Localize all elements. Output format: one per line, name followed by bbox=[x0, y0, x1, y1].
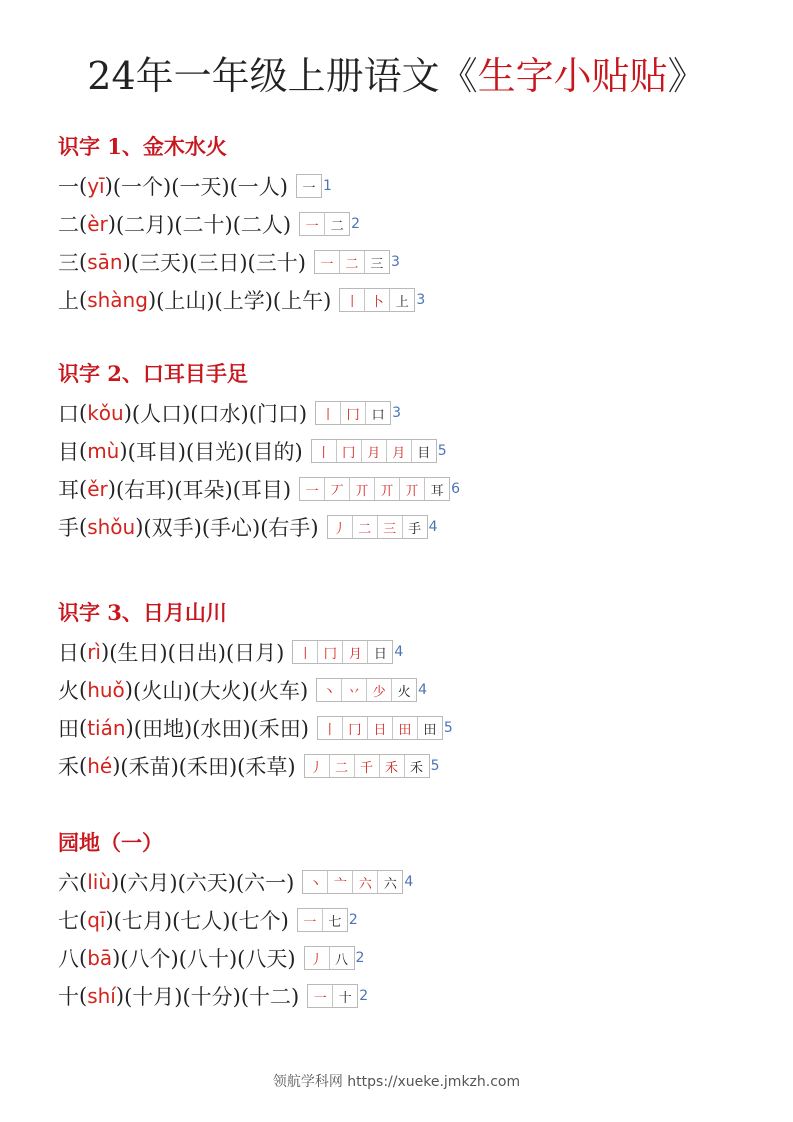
word: (七月) bbox=[113, 909, 173, 933]
stroke-step: 丷 bbox=[347, 684, 361, 700]
stroke-box bbox=[315, 251, 340, 273]
pinyin: mù bbox=[87, 439, 120, 463]
stroke-step: 十 bbox=[338, 990, 352, 1006]
stroke-box bbox=[365, 289, 390, 311]
paren: ) bbox=[123, 401, 132, 425]
paren: ( bbox=[79, 212, 88, 236]
paren: ) bbox=[124, 678, 133, 702]
stroke-step: 卜 bbox=[370, 294, 384, 310]
stroke-box bbox=[323, 909, 347, 931]
character: 口 bbox=[58, 402, 79, 426]
stroke-order-boxes bbox=[339, 288, 415, 312]
stroke-order-boxes bbox=[299, 477, 450, 501]
stroke-order-boxes bbox=[297, 908, 348, 932]
stroke-step: 一 bbox=[302, 180, 316, 196]
paren: ( bbox=[79, 174, 88, 198]
word: (手心) bbox=[201, 516, 261, 540]
word: (禾苗) bbox=[120, 755, 179, 779]
stroke-box bbox=[308, 985, 333, 1007]
page-title bbox=[0, 52, 793, 100]
character: 三 bbox=[58, 251, 79, 275]
paren: ) bbox=[115, 984, 125, 1008]
stroke-box bbox=[333, 985, 357, 1007]
word: (火车) bbox=[249, 679, 309, 703]
character-row bbox=[58, 977, 758, 1015]
character: 上 bbox=[58, 289, 79, 313]
stroke-step: 冂 bbox=[323, 646, 337, 662]
word: (目光) bbox=[185, 440, 245, 464]
title-prefix: 24年一年级上册语文《 bbox=[87, 54, 478, 98]
stroke-count: 1 bbox=[322, 178, 332, 194]
word: (二人) bbox=[232, 213, 292, 237]
paren: ) bbox=[135, 515, 144, 539]
pinyin: huǒ bbox=[87, 678, 125, 702]
character-row bbox=[58, 205, 758, 243]
stroke-step: 目 bbox=[417, 445, 431, 461]
stroke-box bbox=[340, 289, 365, 311]
stroke-box bbox=[341, 402, 366, 424]
stroke-step: 亠 bbox=[333, 876, 347, 892]
paren: ( bbox=[79, 477, 88, 501]
stroke-count: 4 bbox=[404, 874, 414, 890]
paren: ) bbox=[147, 288, 157, 312]
paren: ( bbox=[79, 250, 88, 274]
stroke-count: 5 bbox=[430, 758, 440, 774]
word: (水田) bbox=[192, 717, 251, 741]
stroke-box bbox=[325, 213, 349, 235]
stroke-box bbox=[368, 641, 392, 663]
stroke-order-boxes bbox=[311, 439, 437, 463]
stroke-step: 一 bbox=[305, 483, 319, 499]
stroke-box bbox=[330, 755, 355, 777]
stroke-box bbox=[303, 871, 328, 893]
word: (耳目) bbox=[127, 440, 186, 464]
stroke-box bbox=[366, 402, 390, 424]
word: (六天) bbox=[177, 871, 236, 895]
stroke-step: 耳 bbox=[430, 483, 444, 499]
stroke-step: 一 bbox=[303, 914, 317, 930]
paren: ( bbox=[79, 439, 88, 463]
paren: ( bbox=[79, 716, 88, 740]
stroke-box bbox=[316, 402, 341, 424]
paren: ) bbox=[107, 212, 116, 236]
stroke-step: 丿 bbox=[333, 521, 347, 537]
pinyin: qī bbox=[87, 908, 106, 932]
stroke-step: 一 bbox=[320, 256, 334, 272]
character: 十 bbox=[58, 985, 79, 1009]
stroke-count: 4 bbox=[428, 519, 438, 535]
paren: ( bbox=[79, 515, 88, 539]
stroke-step: 火 bbox=[397, 684, 411, 700]
stroke-box bbox=[387, 440, 412, 462]
character-row bbox=[58, 709, 758, 747]
word: (一天) bbox=[171, 175, 230, 199]
stroke-step: 田 bbox=[423, 722, 437, 738]
character-row bbox=[58, 747, 758, 785]
stroke-step: 八 bbox=[335, 952, 349, 968]
stroke-box bbox=[405, 755, 429, 777]
stroke-step: 二 bbox=[358, 521, 372, 537]
word: (上学) bbox=[214, 289, 273, 313]
word: (大火) bbox=[191, 679, 250, 703]
stroke-step: 丿 bbox=[310, 760, 324, 776]
stroke-box bbox=[343, 641, 368, 663]
word: (门口) bbox=[248, 402, 308, 426]
stroke-box bbox=[392, 679, 416, 701]
stroke-order-boxes bbox=[317, 716, 443, 740]
pinyin: sān bbox=[87, 250, 123, 274]
stroke-step: 丨 bbox=[345, 294, 359, 310]
pinyin: tián bbox=[87, 716, 126, 740]
stroke-box bbox=[293, 641, 318, 663]
stroke-step: 口 bbox=[371, 407, 385, 423]
word: (十分) bbox=[182, 985, 241, 1009]
stroke-step: 千 bbox=[360, 760, 374, 776]
stroke-order-boxes bbox=[307, 984, 358, 1008]
section bbox=[58, 360, 758, 546]
stroke-count: 3 bbox=[390, 254, 400, 270]
stroke-step: 三 bbox=[370, 256, 384, 272]
stroke-box bbox=[318, 717, 343, 739]
stroke-box bbox=[365, 251, 389, 273]
stroke-count: 2 bbox=[359, 988, 369, 1004]
pinyin: èr bbox=[87, 212, 108, 236]
stroke-box bbox=[343, 717, 368, 739]
character-row bbox=[58, 281, 758, 319]
stroke-step: 丆 bbox=[330, 483, 344, 499]
footer-source: 领航学科网 https://xueke.jmkzh.com bbox=[272, 1074, 521, 1090]
stroke-box bbox=[330, 947, 354, 969]
stroke-step: 月 bbox=[348, 646, 362, 662]
character-row bbox=[58, 243, 758, 281]
character: 一 bbox=[58, 175, 79, 199]
pinyin: shǒu bbox=[87, 515, 136, 539]
stroke-step: 冂 bbox=[348, 722, 362, 738]
pinyin: bā bbox=[87, 946, 113, 970]
stroke-box bbox=[403, 516, 427, 538]
word: (二十) bbox=[174, 213, 233, 237]
stroke-count: 2 bbox=[355, 950, 365, 966]
word: (三十) bbox=[247, 251, 306, 275]
stroke-box bbox=[425, 478, 449, 500]
paren: ( bbox=[79, 288, 88, 312]
character-row bbox=[58, 508, 758, 546]
stroke-step: 少 bbox=[372, 684, 386, 700]
stroke-box bbox=[328, 516, 353, 538]
section bbox=[58, 599, 758, 785]
title-suffix: 》 bbox=[667, 54, 706, 98]
stroke-step: 六 bbox=[358, 876, 372, 892]
paren: ( bbox=[79, 870, 88, 894]
character: 七 bbox=[58, 909, 79, 933]
character-row bbox=[58, 901, 758, 939]
pinyin: ěr bbox=[87, 477, 108, 501]
word: (日月) bbox=[225, 641, 285, 665]
stroke-step: 丌 bbox=[405, 483, 419, 499]
word: (一人) bbox=[229, 175, 288, 199]
stroke-count: 3 bbox=[392, 405, 401, 421]
word: (二月) bbox=[115, 213, 175, 237]
stroke-box bbox=[317, 679, 342, 701]
stroke-step: 丿 bbox=[310, 952, 324, 968]
stroke-step: 丌 bbox=[355, 483, 369, 499]
word: (十二) bbox=[240, 985, 300, 1009]
word: (三天) bbox=[130, 251, 190, 275]
stroke-step: 田 bbox=[398, 722, 412, 738]
title-highlight: 生字小贴贴 bbox=[477, 54, 668, 98]
stroke-box bbox=[305, 755, 330, 777]
stroke-step: 丨 bbox=[321, 407, 335, 423]
word: (日出) bbox=[167, 641, 226, 665]
stroke-box bbox=[297, 175, 321, 197]
stroke-box bbox=[378, 871, 402, 893]
pinyin: liù bbox=[87, 870, 111, 894]
stroke-box bbox=[355, 755, 380, 777]
pinyin: kǒu bbox=[87, 401, 124, 425]
stroke-count: 2 bbox=[351, 216, 361, 232]
stroke-order-boxes bbox=[304, 946, 355, 970]
word: (右耳) bbox=[115, 478, 175, 502]
stroke-box bbox=[353, 516, 378, 538]
character: 火 bbox=[58, 679, 79, 703]
word: (禾草) bbox=[237, 755, 296, 779]
character-row bbox=[58, 394, 758, 432]
paren: ( bbox=[79, 678, 88, 702]
stroke-count: 3 bbox=[416, 292, 426, 308]
stroke-count: 4 bbox=[418, 682, 428, 698]
stroke-step: 丌 bbox=[380, 483, 394, 499]
paren: ) bbox=[104, 174, 113, 198]
character: 二 bbox=[58, 213, 79, 237]
word: (十月) bbox=[124, 985, 183, 1009]
word: (七个) bbox=[230, 909, 289, 933]
paren: ( bbox=[79, 908, 88, 932]
character-row bbox=[58, 633, 758, 671]
stroke-box bbox=[367, 679, 392, 701]
stroke-order-boxes bbox=[314, 250, 390, 274]
stroke-box bbox=[390, 289, 414, 311]
stroke-step: 丨 bbox=[323, 722, 337, 738]
stroke-order-boxes bbox=[316, 678, 417, 702]
stroke-order-boxes bbox=[304, 754, 430, 778]
stroke-step: 禾 bbox=[385, 760, 399, 776]
character: 目 bbox=[58, 440, 79, 464]
character-row bbox=[58, 671, 758, 709]
stroke-step: 冂 bbox=[346, 407, 360, 423]
word: (口水) bbox=[190, 402, 249, 426]
word: (八天) bbox=[237, 947, 296, 971]
stroke-box bbox=[380, 755, 405, 777]
stroke-order-boxes bbox=[292, 640, 393, 664]
stroke-step: 二 bbox=[335, 760, 349, 776]
character-row bbox=[58, 470, 758, 508]
pinyin: yī bbox=[87, 174, 105, 198]
section-heading: 园地（一） bbox=[58, 830, 163, 855]
stroke-box bbox=[375, 478, 400, 500]
character: 六 bbox=[58, 871, 79, 895]
stroke-step: 七 bbox=[328, 914, 342, 930]
paren: ) bbox=[107, 477, 116, 501]
paren: ) bbox=[112, 946, 121, 970]
section-heading: 识字 2、口耳目手足 bbox=[58, 361, 248, 386]
paren: ) bbox=[111, 870, 120, 894]
stroke-box bbox=[412, 440, 436, 462]
stroke-count: 4 bbox=[394, 644, 404, 660]
word: (六月) bbox=[119, 871, 178, 895]
section bbox=[58, 829, 758, 1015]
pinyin: shàng bbox=[87, 288, 148, 312]
stroke-order-boxes bbox=[302, 870, 403, 894]
word: (六一) bbox=[235, 871, 295, 895]
pinyin: hé bbox=[87, 754, 113, 778]
stroke-step: 一 bbox=[313, 990, 327, 1006]
paren: ( bbox=[79, 946, 88, 970]
word: (上午) bbox=[272, 289, 332, 313]
word: (禾田) bbox=[250, 717, 309, 741]
character: 八 bbox=[58, 947, 79, 971]
stroke-box bbox=[340, 251, 365, 273]
stroke-count: 5 bbox=[443, 720, 453, 736]
stroke-step: 丨 bbox=[298, 646, 312, 662]
character-row bbox=[58, 167, 758, 205]
paren: ( bbox=[79, 984, 88, 1008]
word: (人口) bbox=[131, 402, 191, 426]
stroke-box bbox=[418, 717, 442, 739]
stroke-step: 三 bbox=[383, 521, 397, 537]
stroke-step: 一 bbox=[305, 218, 319, 234]
word: (一个) bbox=[112, 175, 172, 199]
stroke-box bbox=[353, 871, 378, 893]
stroke-box bbox=[337, 440, 362, 462]
paren: ) bbox=[125, 716, 134, 740]
character: 手 bbox=[58, 516, 79, 540]
stroke-count: 5 bbox=[437, 443, 447, 459]
stroke-step: 六 bbox=[383, 876, 397, 892]
stroke-box bbox=[362, 440, 387, 462]
word: (七人) bbox=[172, 909, 231, 933]
paren: ( bbox=[79, 401, 88, 425]
section bbox=[58, 133, 758, 319]
stroke-box bbox=[378, 516, 403, 538]
word: (右手) bbox=[260, 516, 319, 540]
stroke-box bbox=[328, 871, 353, 893]
character: 日 bbox=[58, 641, 79, 665]
paren: ) bbox=[105, 908, 114, 932]
stroke-order-boxes bbox=[315, 401, 391, 425]
stroke-box bbox=[368, 717, 393, 739]
stroke-box bbox=[298, 909, 323, 931]
stroke-step: 丶 bbox=[308, 876, 322, 892]
word: (三日) bbox=[189, 251, 248, 275]
stroke-step: 上 bbox=[395, 294, 409, 310]
word: (禾田) bbox=[178, 755, 238, 779]
stroke-order-boxes bbox=[327, 515, 428, 539]
word: (火山) bbox=[133, 679, 192, 703]
word: (八个) bbox=[120, 947, 179, 971]
stroke-step: 二 bbox=[330, 218, 344, 234]
stroke-step: 手 bbox=[408, 521, 422, 537]
paren: ( bbox=[79, 640, 88, 664]
stroke-order-boxes bbox=[296, 174, 322, 198]
stroke-order-boxes bbox=[299, 212, 350, 236]
stroke-step: 月 bbox=[367, 445, 381, 461]
stroke-step: 二 bbox=[345, 256, 359, 272]
section-heading: 识字 1、金木水火 bbox=[58, 134, 227, 159]
word: (田地) bbox=[133, 717, 193, 741]
section-heading: 识字 3、日月山川 bbox=[58, 600, 227, 625]
stroke-count: 2 bbox=[348, 912, 358, 928]
paren: ) bbox=[122, 250, 131, 274]
stroke-box bbox=[350, 478, 375, 500]
stroke-step: 日 bbox=[373, 722, 387, 738]
stroke-step: 禾 bbox=[410, 760, 424, 776]
stroke-box bbox=[393, 717, 418, 739]
paren: ) bbox=[112, 754, 121, 778]
stroke-box bbox=[300, 213, 325, 235]
stroke-step: 丨 bbox=[317, 445, 331, 461]
stroke-step: 月 bbox=[392, 445, 406, 461]
stroke-step: 冂 bbox=[342, 445, 356, 461]
pinyin: rì bbox=[87, 640, 101, 664]
paren: ) bbox=[100, 640, 110, 664]
stroke-box bbox=[400, 478, 425, 500]
character-row bbox=[58, 863, 758, 901]
word: (目的) bbox=[244, 440, 303, 464]
stroke-step: 丶 bbox=[322, 684, 336, 700]
character: 田 bbox=[58, 717, 79, 741]
word: (耳目) bbox=[232, 478, 292, 502]
paren: ( bbox=[79, 754, 88, 778]
stroke-box bbox=[318, 641, 343, 663]
stroke-count: 6 bbox=[451, 481, 461, 497]
character-row bbox=[58, 432, 758, 470]
word: (双手) bbox=[143, 516, 202, 540]
stroke-box bbox=[325, 478, 350, 500]
word: (八十) bbox=[178, 947, 238, 971]
stroke-step: 日 bbox=[373, 646, 387, 662]
pinyin: shí bbox=[87, 984, 116, 1008]
stroke-box bbox=[305, 947, 330, 969]
paren: ) bbox=[119, 439, 128, 463]
character: 禾 bbox=[58, 755, 79, 779]
character-row bbox=[58, 939, 758, 977]
word: (生日) bbox=[109, 641, 168, 665]
character: 耳 bbox=[58, 478, 79, 502]
word: (上山) bbox=[156, 289, 215, 313]
stroke-box bbox=[312, 440, 337, 462]
stroke-box bbox=[300, 478, 325, 500]
stroke-box bbox=[342, 679, 367, 701]
word: (耳朵) bbox=[174, 478, 233, 502]
